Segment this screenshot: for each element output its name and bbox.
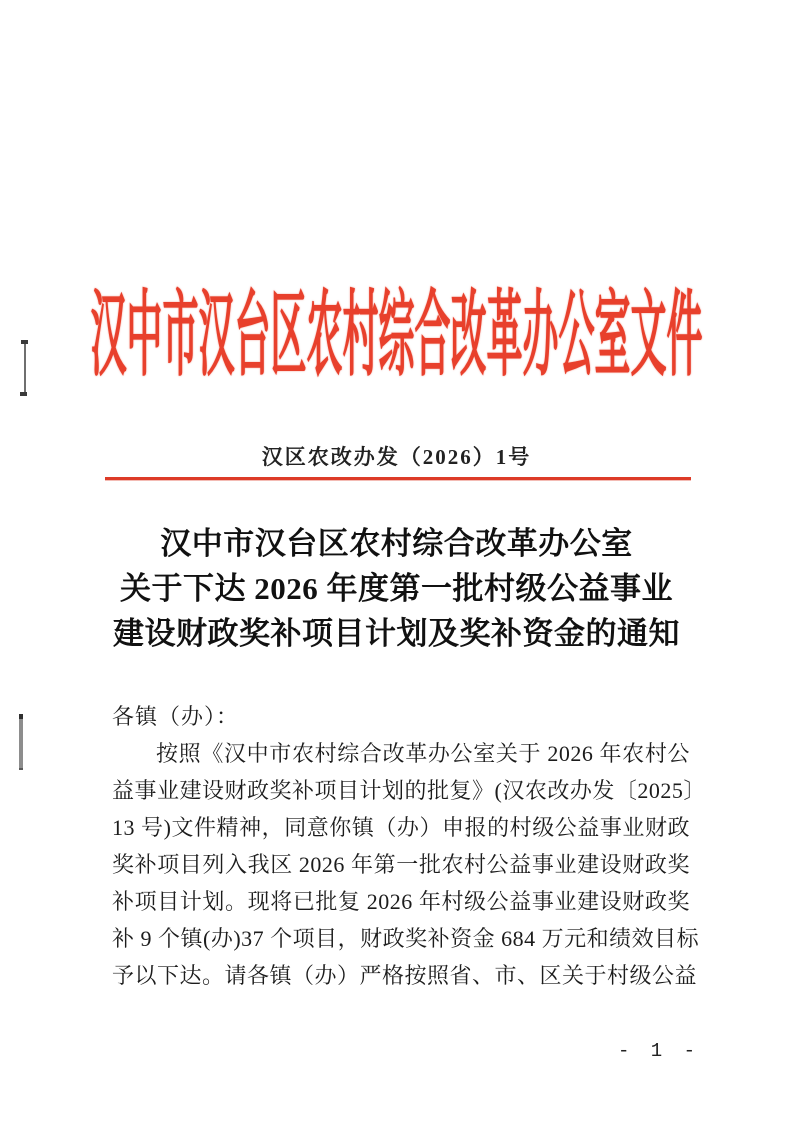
paragraph-line: 奖补项目列入我区 2026 年第一批农村公益事业建设财政奖	[112, 852, 690, 877]
doc-title-line-1: 汉中市汉台区农村综合改革办公室	[160, 526, 633, 561]
org-title: 汉中市汉台区农村综合改革办公室文件	[90, 284, 703, 388]
red-divider-rule	[105, 477, 691, 480]
paragraph-line: 益事业建设财政奖补项目计划的批复》(汉农改办发〔2025〕	[112, 778, 706, 803]
doc-title	[0, 521, 793, 656]
scan-artifact-bar	[19, 714, 23, 770]
paragraph-line: 补项目计划。现将已批复 2026 年村级公益事业建设财政奖	[112, 889, 690, 914]
paragraph-line: 13 号)文件精神，同意你镇（办）申报的村级公益事业财政	[112, 815, 690, 840]
doc-number: 汉区农改办发（2026）1号	[261, 445, 532, 469]
page-number: - 1 -	[618, 1040, 701, 1062]
salutation: 各镇（办）：	[112, 704, 240, 729]
doc-title-line-3: 建设财政奖补项目计划及奖补资金的通知	[113, 616, 680, 651]
paragraph-line: 补 9 个镇(办)37 个项目，财政奖补资金 684 万元和绩效目标	[112, 926, 700, 951]
paragraph-line: 予以下达。请各镇（办）严格按照省、市、区关于村级公益	[112, 963, 698, 988]
doc-title-line-2: 关于下达 2026 年度第一批村级公益事业	[120, 571, 673, 606]
red-header	[0, 286, 793, 386]
body-text	[112, 698, 706, 994]
paragraph-line: 按照《汉中市农村综合改革办公室关于 2026 年农村公	[156, 741, 690, 766]
